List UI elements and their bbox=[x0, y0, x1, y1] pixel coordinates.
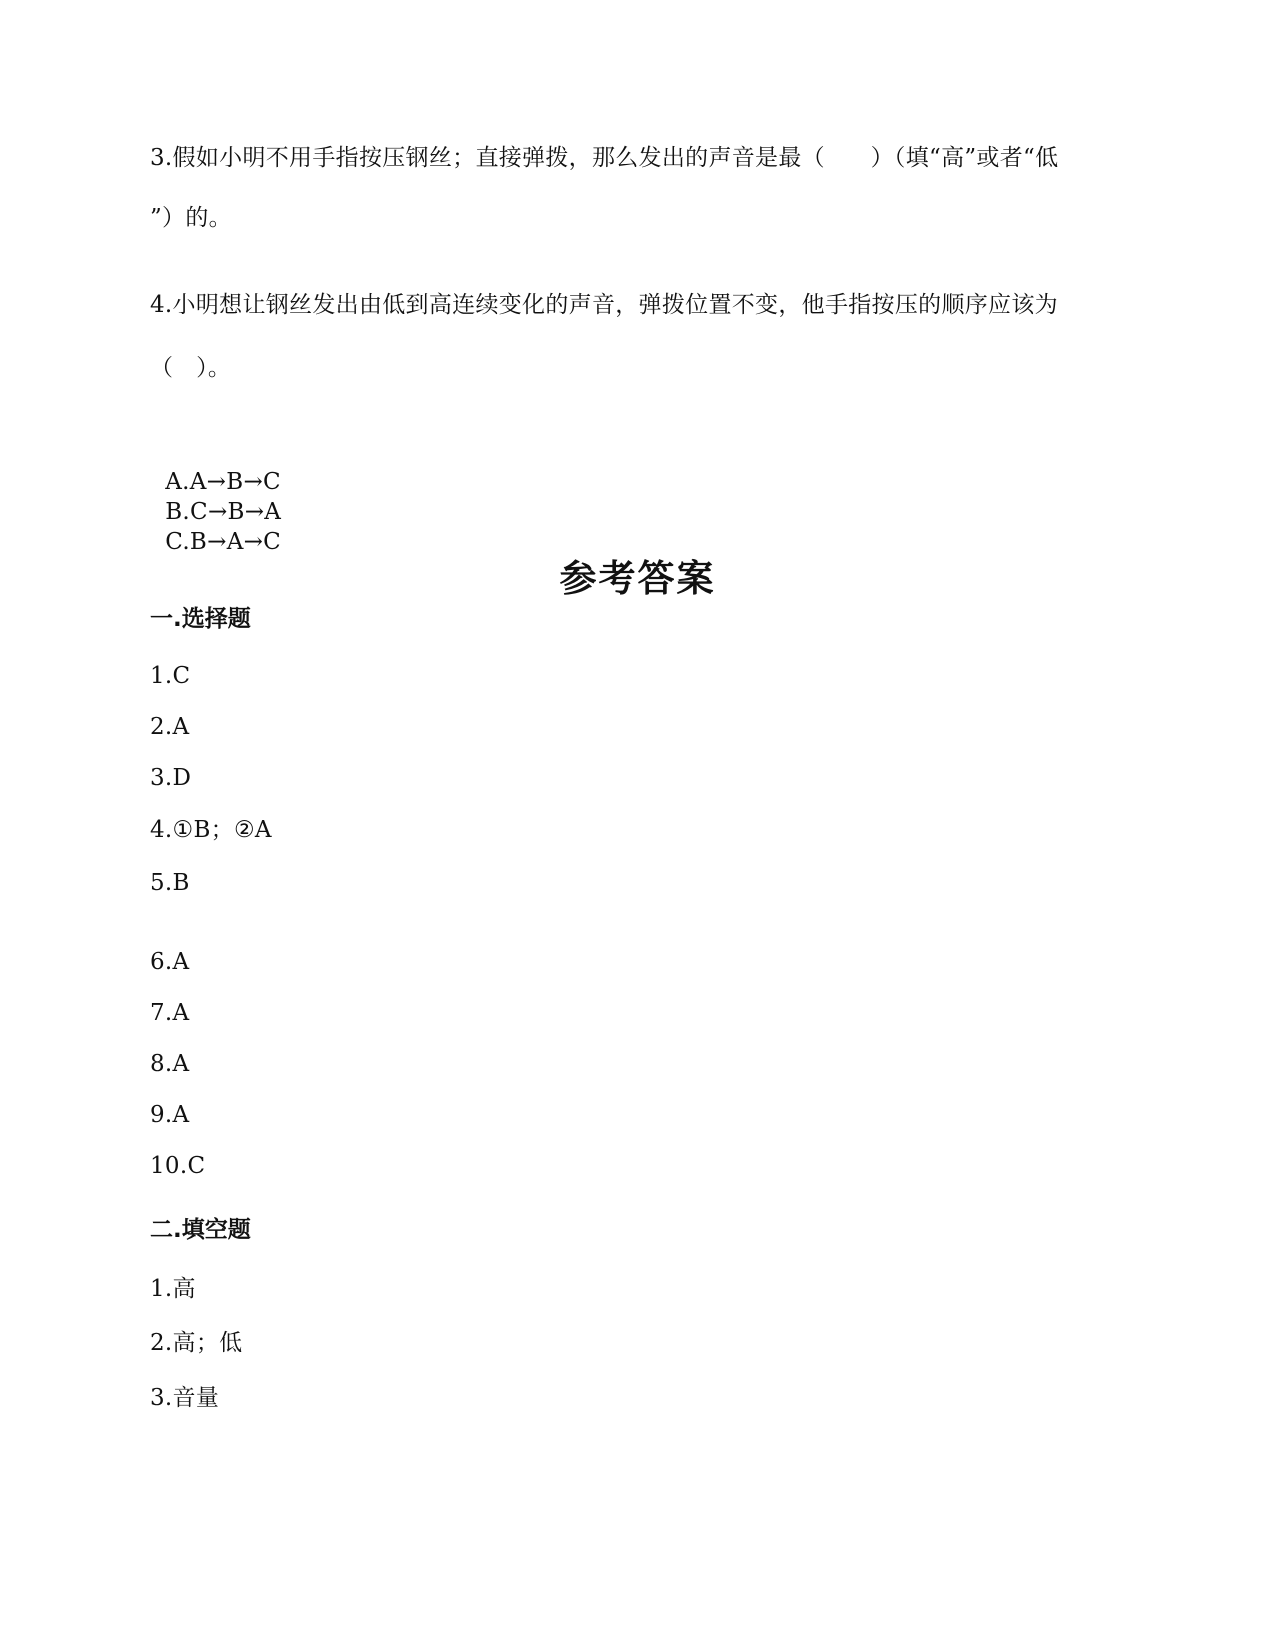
answer-item: 3.音量 bbox=[150, 1385, 220, 1411]
section-1-heading: 一.选择题 bbox=[150, 606, 251, 632]
answers-title: 参考答案 bbox=[559, 557, 716, 600]
answer-item: 1.C bbox=[150, 663, 191, 689]
answer-item: 5.B bbox=[150, 870, 190, 896]
answer-item: 1.高 bbox=[150, 1276, 196, 1302]
question-3-line-2: ”）的。 bbox=[150, 205, 232, 231]
answer-item: 7.A bbox=[150, 1000, 190, 1026]
answer-item: 2.A bbox=[150, 714, 190, 740]
answer-item: 9.A bbox=[150, 1102, 190, 1128]
question-3-line-1: 3.假如小明不用手指按压钢丝；直接弹拨，那么发出的声音是最（ ）（填“高”或者“低 bbox=[150, 145, 1059, 171]
answer-item: 4.①B；②A bbox=[150, 817, 272, 843]
answer-item: 3.D bbox=[150, 765, 192, 791]
option-b: B.C→B→A bbox=[165, 499, 282, 525]
answer-item: 6.A bbox=[150, 949, 190, 975]
section-2-heading: 二.填空题 bbox=[150, 1217, 251, 1243]
answer-item: 2.高；低 bbox=[150, 1330, 243, 1356]
answer-item: 10.C bbox=[150, 1153, 206, 1179]
question-4-options bbox=[150, 437, 331, 557]
option-c: C.B→A→C bbox=[165, 529, 282, 555]
question-4-line-2: （ ）。 bbox=[150, 355, 232, 381]
answer-item: 8.A bbox=[150, 1051, 190, 1077]
option-a: A.A→B→C bbox=[165, 469, 281, 495]
question-4-line-1: 4.小明想让钢丝发出由低到高连续变化的声音，弹拨位置不变，他手指按压的顺序应该为 bbox=[150, 292, 1058, 318]
